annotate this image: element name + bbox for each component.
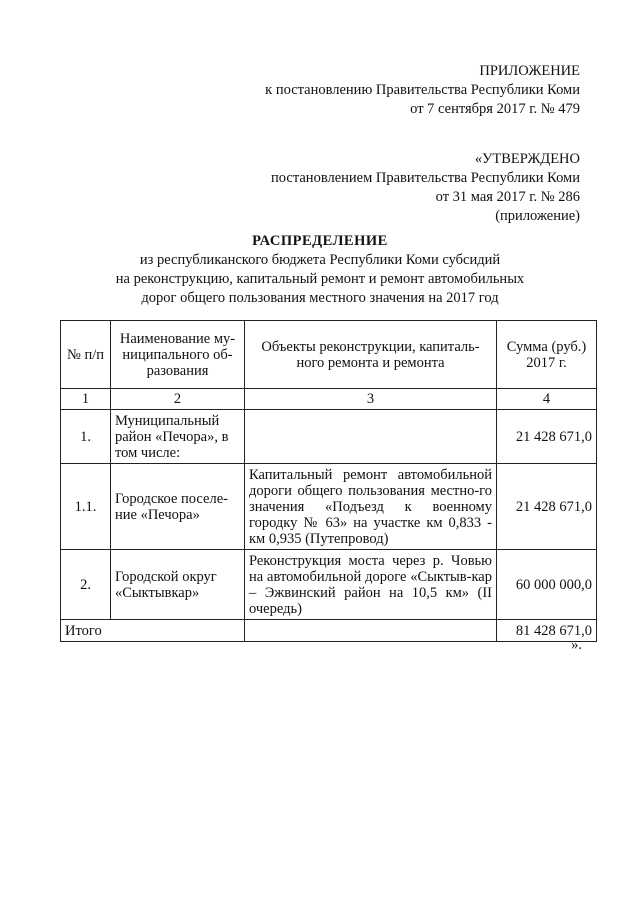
total-objects-empty xyxy=(245,620,497,642)
table-row xyxy=(61,550,597,620)
total-label: Итого xyxy=(61,620,245,642)
approval-note: (приложение) xyxy=(495,208,580,224)
header-sum: Сумма (руб.) 2017 г. xyxy=(497,321,597,389)
row-objects: Капитальный ремонт автомобильной дороги общего пользования местно-го значения «Подъезд к военному городку № 63» на участке км 0,833 - км 0,935 (Путепровод) xyxy=(245,464,497,550)
approval-header xyxy=(271,150,580,226)
heading-line-1: из республиканского бюджета Республики Коми субсидий xyxy=(139,252,501,268)
row-objects: Реконструкция моста через р. Човью на автомобильной дороге «Сыктыв-кар – Эжвинский район на 10,5 км» (II очередь) xyxy=(245,550,497,620)
row-num: 1. xyxy=(61,410,111,464)
annex-header xyxy=(265,62,580,119)
row-sum: 21 428 671,0 xyxy=(497,410,597,464)
col-number: 2 xyxy=(111,389,245,410)
heading-line-3: дорог общего пользования местного значения на 2017 год xyxy=(141,290,499,306)
closing-quote-mark: ». xyxy=(571,637,582,653)
heading-line-2: на реконструкцию, капитальный ремонт и ремонт автомобильных xyxy=(115,271,525,287)
row-num: 1.1. xyxy=(61,464,111,550)
document-heading xyxy=(0,232,640,308)
approval-reference: постановлением Правительства Республики Коми xyxy=(271,170,580,186)
header-objects: Объекты реконструкции, капиталь-ного ремонта и ремонта xyxy=(245,321,497,389)
annex-reference: к постановлению Правительства Республики Коми xyxy=(265,82,580,98)
row-sum: 60 000 000,0 xyxy=(497,550,597,620)
annex-title: ПРИЛОЖЕНИЕ xyxy=(479,63,580,79)
table-row xyxy=(61,464,597,550)
total-row xyxy=(61,620,597,642)
table-row xyxy=(61,410,597,464)
header-num: № п/п xyxy=(61,321,111,389)
document-title: РАСПРЕДЕЛЕНИЕ xyxy=(252,233,388,249)
row-municipality: Муниципальный район «Печора», в том числе: xyxy=(111,410,245,464)
row-municipality: Городской округ «Сыктывкар» xyxy=(111,550,245,620)
header-municipality: Наименование му-ниципального об-разования xyxy=(111,321,245,389)
total-sum: 81 428 671,0 xyxy=(497,620,597,642)
row-objects xyxy=(245,410,497,464)
column-number-row xyxy=(61,389,597,410)
row-num: 2. xyxy=(61,550,111,620)
col-number: 3 xyxy=(245,389,497,410)
annex-date: от 7 сентября 2017 г. № 479 xyxy=(410,101,580,117)
row-sum: 21 428 671,0 xyxy=(497,464,597,550)
header-row xyxy=(61,321,597,389)
approval-date: от 31 мая 2017 г. № 286 xyxy=(435,189,580,205)
distribution-table xyxy=(60,320,597,642)
col-number: 1 xyxy=(61,389,111,410)
approval-title: «УТВЕРЖДЕНО xyxy=(474,151,580,167)
row-municipality: Городское поселе-ние «Печора» xyxy=(111,464,245,550)
col-number: 4 xyxy=(497,389,597,410)
